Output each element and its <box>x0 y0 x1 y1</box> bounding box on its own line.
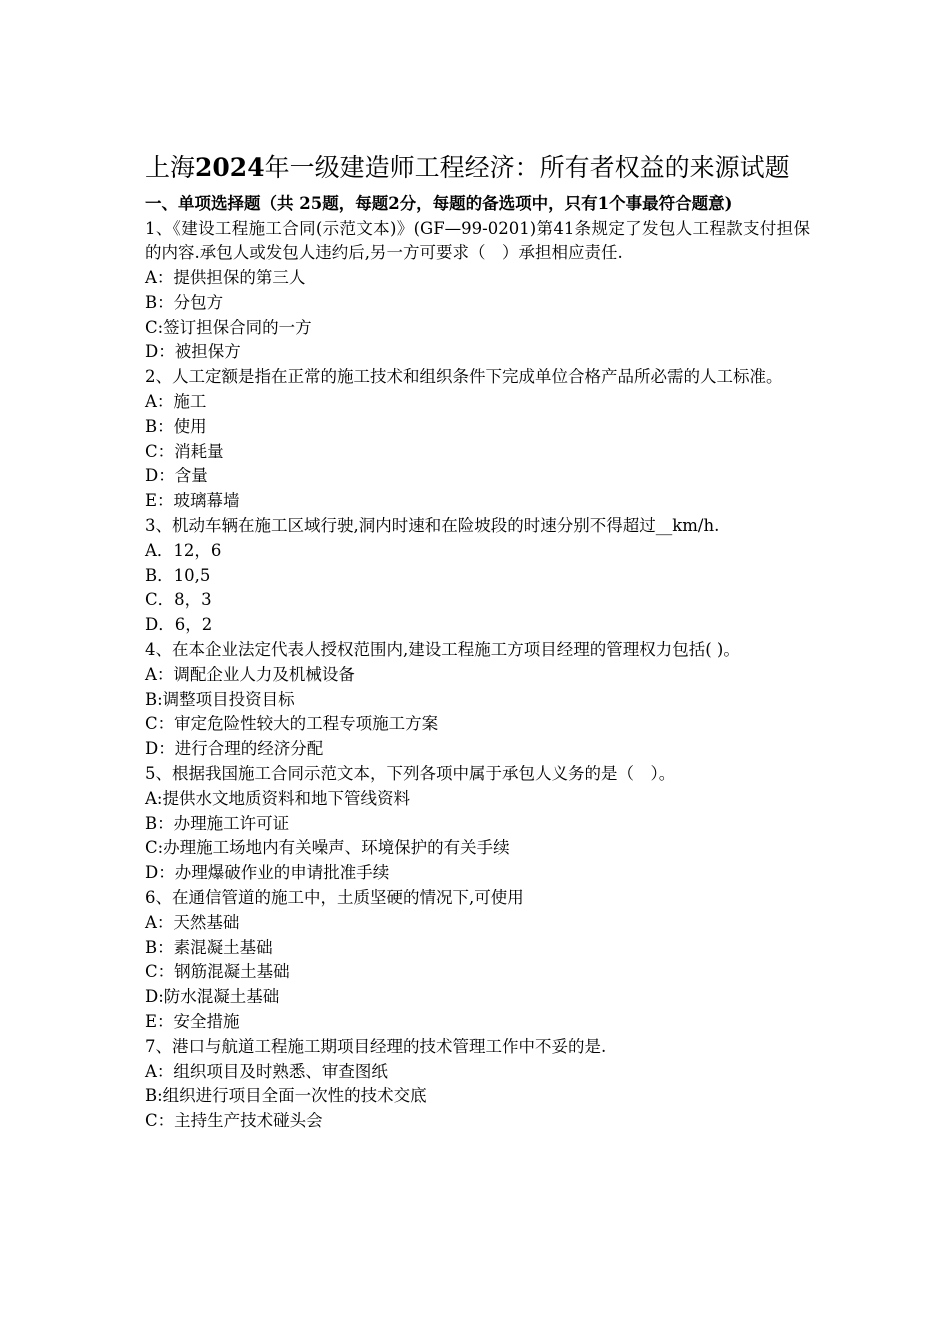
title-prefix: 上海 <box>145 153 196 182</box>
answer-option: B:组织进行项目全面一次性的技术交底 <box>145 1086 427 1106</box>
title-year: 2024 <box>195 153 265 182</box>
answer-option: A：提供担保的第三人 <box>145 268 306 288</box>
answer-option: D．6，2 <box>145 615 213 635</box>
answer-option: B：分包方 <box>145 292 224 312</box>
answer-option: A:提供水文地质资料和地下管线资料 <box>145 788 410 808</box>
answer-option: D:防水混凝土基础 <box>145 987 280 1007</box>
section-heading: 一、单项选择题（共 25题，每题2分，每题的备选项中，只有1个事最符合题意) <box>145 194 733 213</box>
answer-option: A：施工 <box>145 392 207 412</box>
answer-option: B：使用 <box>145 416 207 436</box>
question-stem: 7、港口与航道工程施工期项目经理的技术管理工作中不妥的是. <box>145 1036 607 1056</box>
question-item <box>145 886 810 1035</box>
question-stem: 2、人工定额是指在正常的施工技术和组织条件下完成单位合格产品所必需的人工标准。 <box>145 367 783 387</box>
answer-option: E：安全措施 <box>145 1012 240 1031</box>
answer-option: B:调整项目投资目标 <box>145 689 295 709</box>
answer-option: C：主持生产技术碰头会 <box>145 1111 323 1131</box>
question-stem: 1、《建设工程施工合同(示范文本)》(GF—99-0201)第41条规定了发包人工程款支付担保的内容.承包人或发包人违约后,另一方可要求（ ）承担相应责任. <box>145 218 810 263</box>
answer-option: A．12，6 <box>145 540 222 560</box>
question-item <box>145 762 810 886</box>
question-stem: 5、根据我国施工合同示范文本，下列各项中属于承包人义务的是（ ）。 <box>145 764 676 784</box>
answer-option: A：调配企业人力及机械设备 <box>145 664 355 684</box>
question-item <box>145 1035 810 1134</box>
answer-option: C:签订担保合同的一方 <box>145 317 312 337</box>
document-title <box>145 150 810 186</box>
answer-option: C：消耗量 <box>145 441 224 461</box>
question-item <box>145 217 810 366</box>
title-suffix: 年一级建造师工程经济：所有者权益的来源试题 <box>264 153 790 182</box>
answer-option: A：天然基础 <box>145 912 240 932</box>
answer-option: B：素混凝土基础 <box>145 937 273 957</box>
answer-option: C：审定危险性较大的工程专项施工方案 <box>145 714 439 734</box>
answer-option: C:办理施工场地内有关噪声、环境保护的有关手续 <box>145 838 510 858</box>
answer-option: B．10,5 <box>145 565 211 585</box>
question-item <box>145 514 810 638</box>
answer-option: E：玻璃幕墙 <box>145 491 240 511</box>
question-item <box>145 365 810 514</box>
answer-option: A：组织项目及时熟悉、审查图纸 <box>145 1061 388 1081</box>
answer-option: D：被担保方 <box>145 342 241 362</box>
question-stem: 6、在通信管道的施工中，土质坚硬的情况下,可使用 <box>145 888 524 908</box>
answer-option: B：办理施工许可证 <box>145 813 290 833</box>
question-item <box>145 638 810 762</box>
answer-option: D：含量 <box>145 466 208 486</box>
answer-option: D：办理爆破作业的申请批准手续 <box>145 863 390 883</box>
question-stem: 4、在本企业法定代表人授权范围内,建设工程施工方项目经理的管理权力包括( )。 <box>145 640 740 660</box>
document-page <box>145 150 810 1134</box>
answer-option: D：进行合理的经济分配 <box>145 739 324 759</box>
question-list <box>145 217 810 1134</box>
question-stem: 3、机动车辆在施工区域行驶,洞内时速和在险坡段的时速分别不得超过__km/h. <box>145 516 720 536</box>
answer-option: C：钢筋混凝土基础 <box>145 962 290 982</box>
answer-option: C．8，3 <box>145 590 212 610</box>
